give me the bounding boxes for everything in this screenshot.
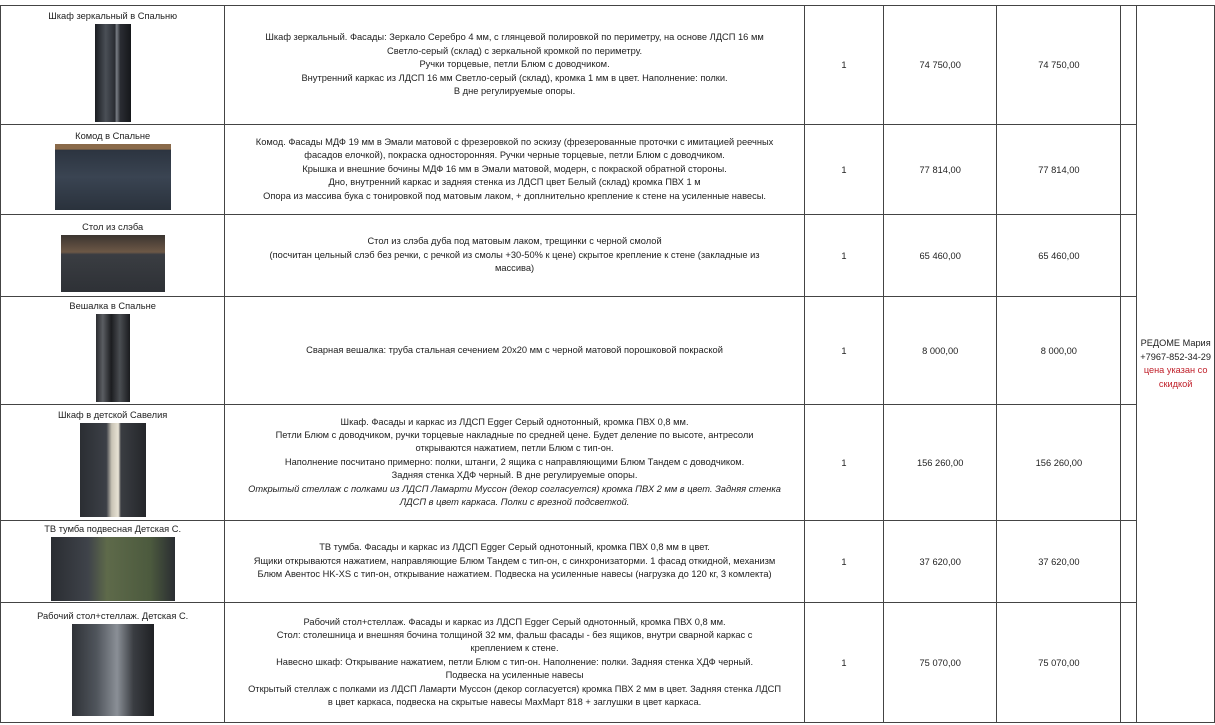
item-cell[interactable]	[1, 603, 225, 723]
total-cell[interactable]: 77 814,00	[997, 125, 1121, 215]
empty-cell[interactable]	[1121, 521, 1137, 603]
item-name: Рабочий стол+стеллаж. Детская С.	[37, 611, 189, 621]
table-row	[1, 521, 1215, 603]
item-photo	[61, 235, 165, 292]
qty-cell[interactable]: 1	[804, 215, 883, 297]
table-row	[1, 215, 1215, 297]
description-line: в цвет каркаса, подвеска на скрытые навесы MaxMapт 818 + заглушки в цвет каркаса.	[327, 697, 702, 708]
item-photo	[72, 624, 154, 716]
description-line: Сварная вешалка: труба стальная сечением 20х20 мм с черной матовой порошковой покраской	[306, 344, 723, 355]
discount-note-cont: скидкой	[1158, 378, 1193, 389]
description-line: Светло-серый (склад) с зеркальной кромкой по периметру.	[387, 45, 643, 56]
total-cell[interactable]: 74 750,00	[997, 6, 1121, 125]
description-cell[interactable]	[225, 6, 804, 125]
description-line-italic: ЛДСП в цвет каркаса. Полки с врезной подсветкой.	[399, 497, 630, 508]
contact-note-cell[interactable]	[1137, 6, 1215, 723]
item-photo	[96, 314, 130, 402]
description-line: Ручки торцевые, петли Блюм с доводчиком.	[419, 59, 610, 70]
description-line-italic: Открытый стеллаж с полками из ЛДСП Ламарти Муссон (декор согласуется) кромка ПВХ 2 мм в цвет. Задняя стенка	[248, 483, 781, 494]
table-row	[1, 405, 1215, 521]
item-name: Комод в Спальне	[75, 131, 151, 141]
item-cell[interactable]	[1, 405, 225, 521]
item-name: Шкаф в детской Савелия	[58, 410, 168, 420]
empty-cell[interactable]	[1121, 215, 1137, 297]
description-cell[interactable]	[225, 215, 804, 297]
item-cell[interactable]	[1, 521, 225, 603]
item-photo	[55, 144, 171, 210]
description-line: Блюм Авентос HK-XS с тип-он, открывание нажатием. Подвеска на усиленные навесы (нагрузка до 120 кг, 3 комлекта)	[257, 569, 772, 580]
total-cell[interactable]: 75 070,00	[997, 603, 1121, 723]
item-photo	[51, 537, 175, 601]
description-line: массива)	[494, 263, 535, 274]
description-line: Петли Блюм с доводчиком, ручки торцевые накладные по средней цене. Будет деление по высоте, антресоли	[275, 429, 754, 440]
description-line: ТВ тумба. Фасады и каркас из ЛДСП Egger Серый однотонный, кромка ПВХ 0,8 мм в цвет.	[319, 542, 710, 553]
estimate-table	[0, 5, 1215, 723]
contact-name: РЕДОМЕ Мария	[1140, 338, 1211, 348]
item-name: Шкаф зеркальный в Спальню	[48, 10, 178, 21]
description-line: Внутренний каркас из ЛДСП 16 мм Светло-серый (склад), кромка 1 мм в цвет. Наполнение: полки.	[301, 72, 728, 83]
description-line: Наполнение посчитано примерно: полки, штанги, 2 ящика с направляющими Блюм Тандем с доводчиком.	[284, 456, 745, 467]
description-line: Шкаф. Фасады и каркас из ЛДСП Egger Серый однотонный, кромка ПВХ 0,8 мм.	[340, 416, 689, 427]
price-cell[interactable]: 75 070,00	[884, 603, 997, 723]
description-line: Опора из массива бука с тонировкой под матовым лаком, + доплнительно крепление к стене на усиленные навесы.	[263, 190, 766, 201]
empty-cell[interactable]	[1121, 603, 1137, 723]
description-cell[interactable]	[225, 405, 804, 521]
description-line: открываются нажатием, петли Блюм с тип-он.	[415, 443, 614, 454]
price-cell[interactable]: 156 260,00	[884, 405, 997, 521]
price-cell[interactable]: 8 000,00	[884, 297, 997, 405]
total-cell[interactable]: 65 460,00	[997, 215, 1121, 297]
description-line: Ящики открываются нажатием, направляющие Блюм Тандем с тип-он, с синхронизаторми. 1 фасад откидной, механизм	[253, 555, 776, 566]
item-name: Вешалка в Спальне	[69, 301, 156, 311]
description-line: Открытый стеллаж с полками из ЛДСП Ламарти Муссон (декор согласуется) кромка ПВХ 2 мм в цвет. Задняя стенка ЛДСП	[248, 683, 782, 694]
item-name: ТВ тумба подвесная Детская С.	[44, 524, 182, 534]
qty-cell[interactable]: 1	[804, 125, 883, 215]
description-cell[interactable]	[225, 603, 804, 723]
item-cell[interactable]	[1, 297, 225, 405]
empty-cell[interactable]	[1121, 6, 1137, 125]
price-cell[interactable]: 37 620,00	[884, 521, 997, 603]
description-line: Стол из слэба дуба под матовым лаком, трещинки с черной смолой	[367, 236, 662, 247]
description-line: (посчитан цельный слэб без речки, с речкой из смолы +30-50% к цене) скрытое крепление к стене (закладные из	[269, 249, 760, 260]
description-line: Шкаф зеркальный. Фасады: Зеркало Серебро 4 мм, с глянцевой полировкой по периметру, на основе ЛДСП 16 мм	[265, 32, 764, 43]
table-row	[1, 297, 1215, 405]
description-cell[interactable]	[225, 125, 804, 215]
empty-cell[interactable]	[1121, 125, 1137, 215]
price-cell[interactable]: 65 460,00	[884, 215, 997, 297]
table-row	[1, 6, 1215, 125]
description-line: Рабочий стол+стеллаж. Фасады и каркас из ЛДСП Egger Серый однотонный, кромка ПВХ 0,8 мм.	[303, 616, 726, 627]
description-line: Подвеска на усиленные навесы	[445, 670, 584, 681]
total-cell[interactable]: 8 000,00	[997, 297, 1121, 405]
empty-cell[interactable]	[1121, 297, 1137, 405]
description-line: Задняя стенка ХДФ черный. В дне регулируемые опоры.	[391, 470, 638, 481]
item-photo	[95, 24, 131, 122]
qty-cell[interactable]: 1	[804, 521, 883, 603]
item-cell[interactable]	[1, 215, 225, 297]
description-cell[interactable]	[225, 521, 804, 603]
description-line: Крышка и внешние бочины МДФ 16 мм в Эмали матовой, модерн, с покраской обратной стороны.	[302, 163, 727, 174]
description-line: фасадов елочкой), покраска односторонняя. Ручки черные торцевые, петли Блюм с доводчиком.	[304, 150, 725, 161]
qty-cell[interactable]: 1	[804, 6, 883, 125]
description-cell[interactable]	[225, 297, 804, 405]
item-cell[interactable]	[1, 125, 225, 215]
description-line: Дно, внутренний каркас и задняя стенка из ЛДСП цвет Белый (склад) кромка ПВХ 1 м	[328, 177, 701, 188]
description-line: В дне регулируемые опоры.	[453, 86, 576, 97]
description-line: Навесно шкаф: Открывание нажатием, петли Блюм с тип-он. Наполнение: полки. Задняя стенка ХДФ черный.	[276, 656, 754, 667]
table-row	[1, 125, 1215, 215]
qty-cell[interactable]: 1	[804, 405, 883, 521]
description-line: Комод. Фасады МДФ 19 мм в Эмали матовой с фрезеровкой по эскизу (фрезерованные проточки с имитацией реечных	[255, 136, 774, 147]
discount-note: цена указан со	[1143, 365, 1208, 375]
description-line: креплением к стене.	[470, 643, 559, 654]
price-cell[interactable]: 74 750,00	[884, 6, 997, 125]
table-row	[1, 603, 1215, 723]
empty-cell[interactable]	[1121, 405, 1137, 521]
qty-cell[interactable]: 1	[804, 603, 883, 723]
contact-phone: +7967-852-34-29	[1140, 351, 1212, 362]
total-cell[interactable]: 156 260,00	[997, 405, 1121, 521]
price-cell[interactable]: 77 814,00	[884, 125, 997, 215]
description-line: Стол: столешница и внешняя бочина толщиной 32 мм, фальш фасады - без ящиков, внутри сварной каркас с	[276, 629, 753, 640]
qty-cell[interactable]: 1	[804, 297, 883, 405]
item-cell[interactable]	[1, 6, 225, 125]
item-name: Стол из слэба	[82, 221, 144, 232]
total-cell[interactable]: 37 620,00	[997, 521, 1121, 603]
item-photo	[80, 423, 146, 517]
